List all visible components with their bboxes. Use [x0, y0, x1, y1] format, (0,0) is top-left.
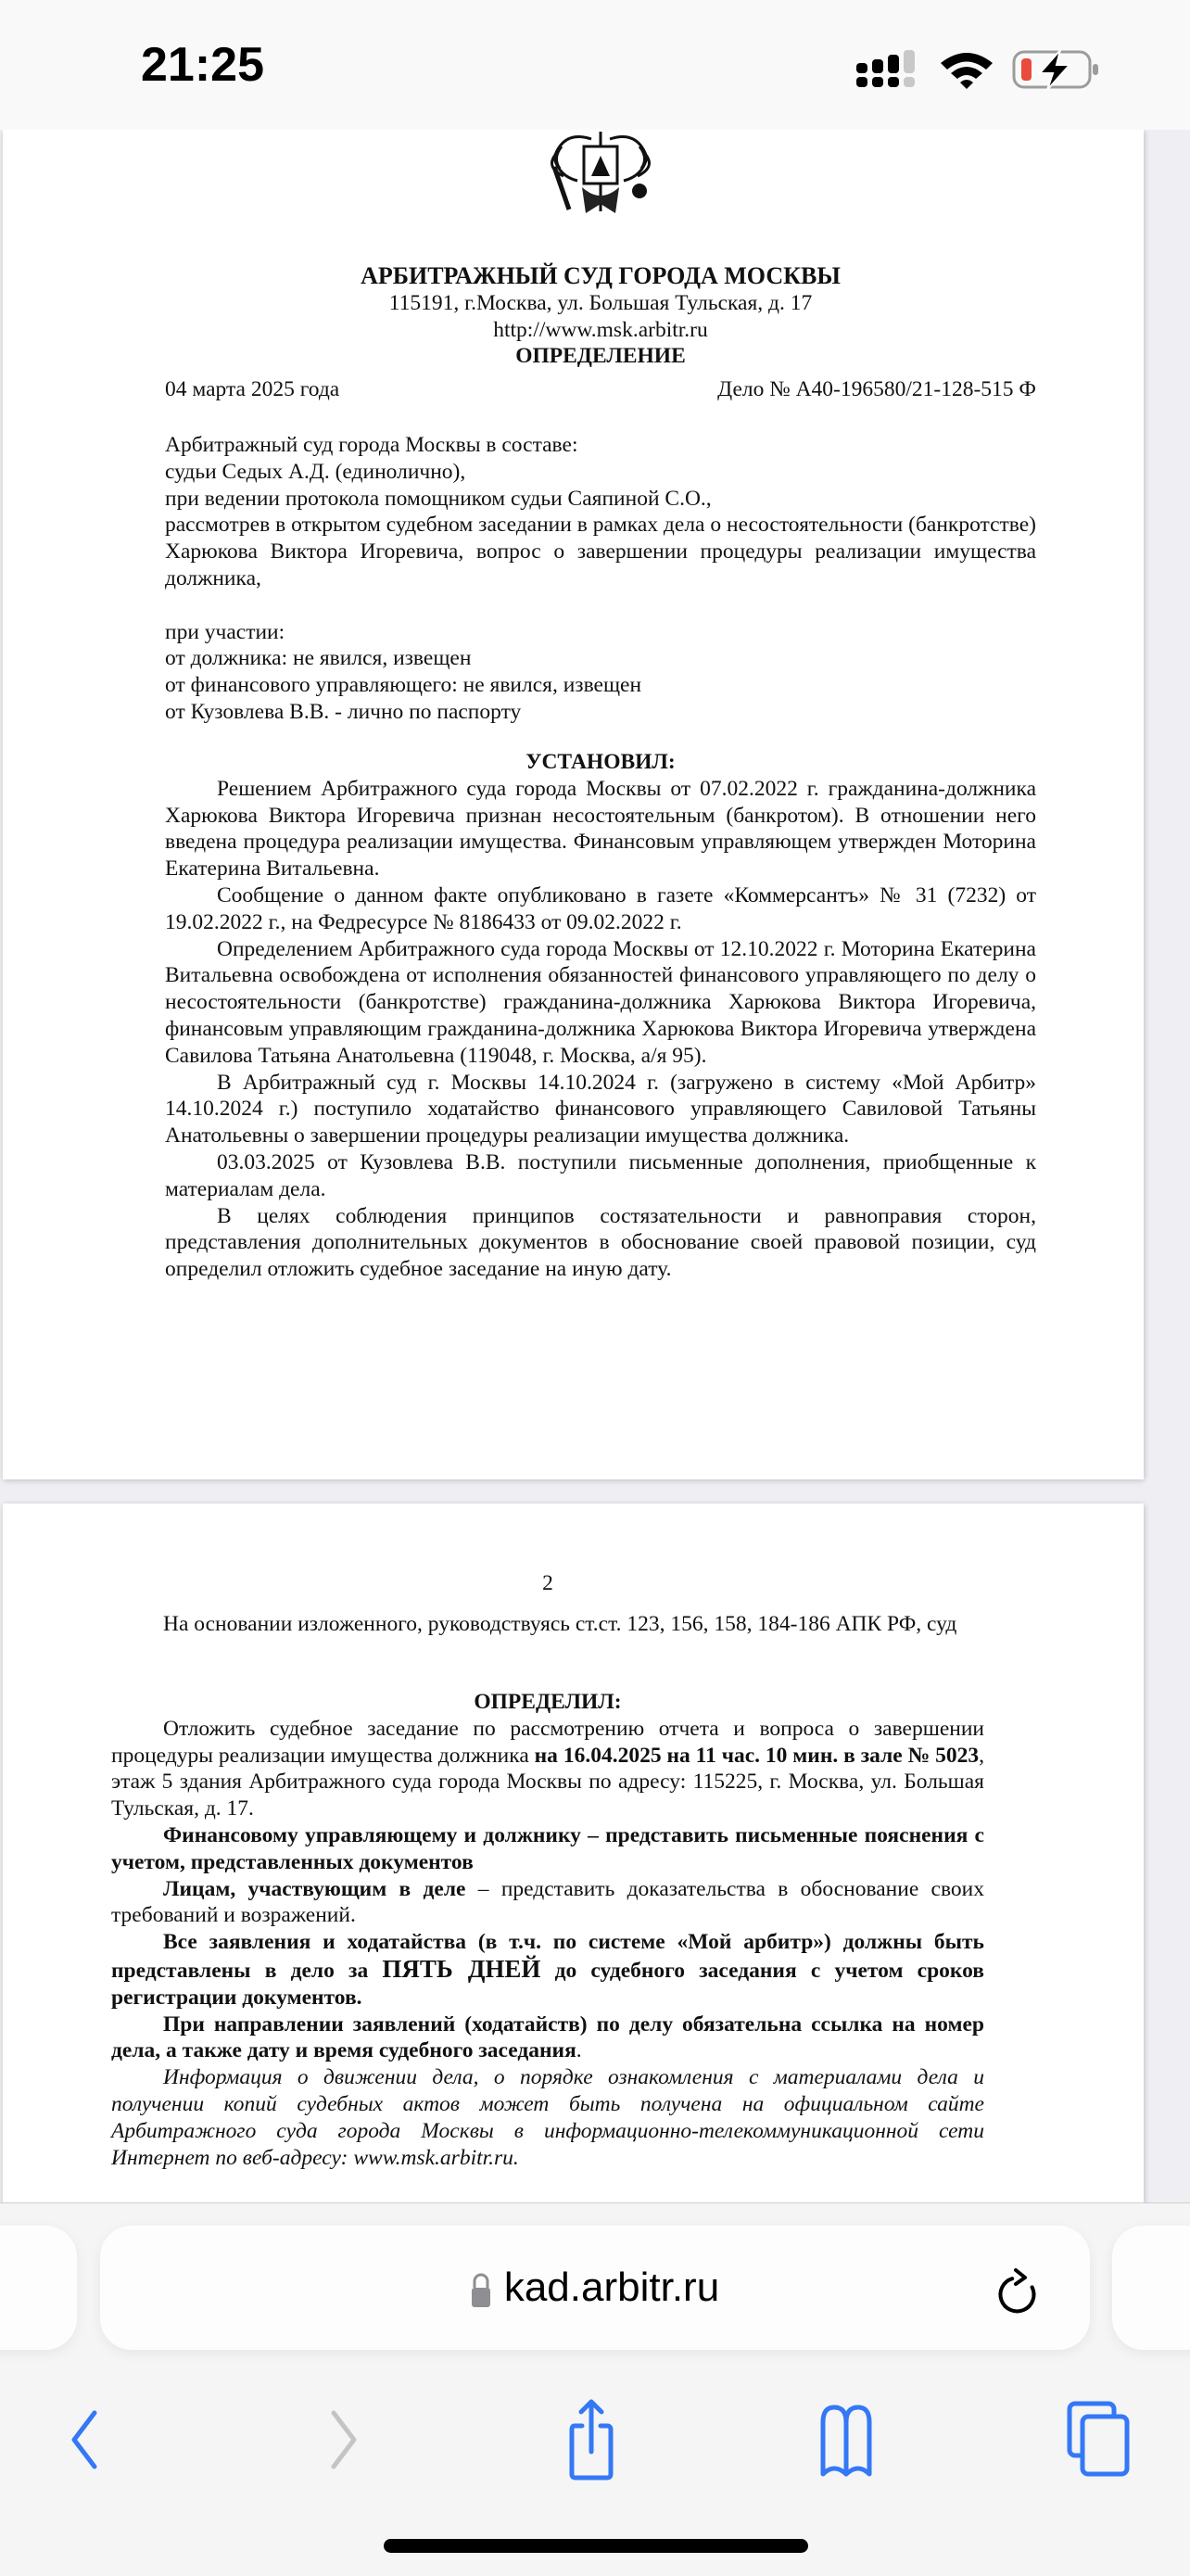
court-name: АРБИТРАЖНЫЙ СУД ГОРОДА МОСКВЫ [361, 262, 841, 289]
participants-label: Лицам, участвующим в деле [163, 1876, 466, 1901]
document-page-1 [3, 130, 1144, 1479]
case-number: Дело № А40-196580/21-128-515 Ф [717, 377, 1036, 401]
cellular-signal-icon [855, 48, 919, 91]
document-page-2 [3, 1504, 1144, 2208]
date-case-row [165, 376, 1036, 403]
composition-line: Арбитражный суд города Москвы в составе: [165, 433, 578, 457]
url-text[interactable]: kad.arbitr.ru [503, 2265, 720, 2310]
established-paragraph: В Арбитражный суд г. Москвы 14.10.2024 г. (загружено в систему «Мой Арбитр» 14.10.2024 г.) поступило ходатайство финансового управляющего Савиловой Татьяны Анатольевны о завершении процедуры реализации имущества должника. [165, 1070, 1036, 1148]
hearing-location: , этаж 5 здания Арбитражного суда города Москвы по адресу: 115225, г. Москва, ул. Большая Тульская, д. 17. [111, 1743, 984, 1821]
established-paragraph: Решением Арбитражного суда города Москвы от 07.02.2022 г. гражданина-должника Харюкова Виктора Игоревича признан несостоятельным (банкротом). В отношении него введена процедура реализации имущества. Финансовым управляющем утвержден Моторина Екатерина Витальевна. [165, 776, 1036, 882]
address-bar[interactable] [100, 2226, 1090, 2350]
established-paragraph: В целях соблюдения принципов состязательности и равноправия сторон, представления дополнительных документов в обоснование своей правовой позиции, суд определил отложить судебное заседание на иную дату. [165, 1203, 1036, 1282]
document-header [165, 263, 1036, 370]
lock-icon [471, 2273, 491, 2308]
status-time: 21:25 [141, 38, 264, 92]
court-address: 115191, г.Москва, ул. Большая Тульская, д. 17 [388, 290, 813, 315]
filings-instruction [111, 1929, 984, 2011]
forward-chevron-icon[interactable] [298, 2398, 382, 2481]
ruled-heading: ОПРЕДЕЛИЛ: [474, 1690, 622, 1714]
postpone-text: Отложить судебное заседание по рассмотрению отчета и вопроса о завершении процедуры реализации имущества должника [111, 1716, 984, 1768]
composition-line: судьи Седых А.Д. (единолично), [165, 459, 466, 484]
bookmarks-book-icon[interactable] [804, 2398, 888, 2481]
reference-instruction [111, 2011, 984, 2065]
participants-instruction [111, 1876, 984, 1930]
participants-text: – представить доказательства в обоснование своих требований и возражений. [111, 1876, 985, 1928]
page-number: 2 [542, 1571, 553, 1595]
status-bar [0, 0, 1190, 130]
battery-level [1021, 58, 1032, 81]
participation-line: от должника: не явился, извещен [165, 646, 472, 671]
filings-text-end: до судебного заседания с учетом сроков регистрации документов. [111, 1958, 984, 2010]
participation-line: от Кузовлева В.В. - лично по паспорту [165, 699, 522, 724]
tabs-icon[interactable] [1057, 2398, 1140, 2481]
participation-line: при участии: [165, 619, 285, 644]
back-chevron-icon[interactable] [46, 2398, 130, 2481]
ruling-section [111, 1689, 984, 2171]
reference-text: При направлении заявлений (ходатайств) по делу обязательна ссылка на номер дела, а также дату и время судебного заседания [111, 2011, 984, 2063]
established-heading: УСТАНОВИЛ: [525, 750, 676, 774]
composition-line: при ведении протокола помощником судьи Саяпиной С.О., [165, 486, 712, 511]
basis-paragraph: На основании изложенного, руководствуясь ст.ст. 123, 156, 158, 184-186 АПК РФ, суд [163, 1612, 957, 1636]
battery-charging-icon [1012, 48, 1101, 91]
reload-icon[interactable] [995, 2266, 1042, 2318]
wifi-icon [938, 48, 995, 91]
filings-text: Все заявления и ходатайства (в т.ч. по системе «Мой арбитр») должны быть представлены в дело за [111, 1930, 984, 1983]
postpone-paragraph [111, 1716, 984, 1822]
established-section [165, 749, 1036, 1283]
reference-period: . [576, 2038, 582, 2063]
court-website: http://www.msk.arbitr.ru [493, 317, 708, 342]
home-indicator[interactable] [384, 2539, 808, 2553]
info-paragraph: Информация о движении дела, о порядке ознакомления с материалами дела и получении копий судебных актов может быть получена на официальном сайте Арбитражного суда города Москвы в информационно-телекоммуникационной сети Интернет по веб-адресу: www.msk.arbitr.ru. [111, 2065, 984, 2170]
basis-text [111, 1611, 984, 1638]
next-tab-preview[interactable] [1112, 2226, 1190, 2350]
hearing-date-time: на 16.04.2025 на 11 час. 10 мин. в зале № 5023 [534, 1743, 980, 1768]
manager-instruction: Финансовому управляющему и должнику – представить письменные пояснения с учетом, представленных документов [111, 1822, 984, 1874]
court-composition [165, 432, 1036, 726]
share-icon[interactable] [550, 2398, 633, 2481]
established-paragraph: 03.03.2025 от Кузовлева В.В. поступили письменные дополнения, приобщенные к материалам дела. [165, 1149, 1036, 1201]
document-type: ОПРЕДЕЛЕНИЕ [515, 344, 686, 369]
coat-of-arms-emblem [536, 130, 665, 219]
established-paragraph: Определением Арбитражного суда города Москвы от 12.10.2022 г. Моторина Екатерина Витальевна освобождена от исполнения обязанностей финансового управляющего по делу о несостоятельности (банкротстве) гражданина-должника Харюкова Виктора Игоревича, финансовым управляющим гражданина-должника Харюкова Виктора Игоревича утверждена Савилова Татьяна Анатольевна (119048, г. Москва, а/я 95). [165, 936, 1036, 1068]
document-date: 04 марта 2025 года [165, 377, 340, 401]
considered-text: рассмотрев в открытом судебном заседании в рамках дела о несостоятельности (банкротстве) Харюкова Виктора Игоревича, вопрос о завершении процедуры реализации имущества должника, [165, 513, 1036, 590]
established-paragraph: Сообщение о данном факте опубликовано в газете «Коммерсантъ» № 31 (7232) от 19.02.2022 г., на Федресурсе № 8186433 от 09.02.2022 г. [165, 882, 1036, 934]
browser-toolbar [0, 2202, 1190, 2576]
filings-deadline: ПЯТЬ ДНЕЙ [382, 1954, 541, 1983]
previous-tab-preview[interactable] [0, 2226, 77, 2350]
participation-line: от финансового управляющего: не явился, извещен [165, 673, 642, 698]
